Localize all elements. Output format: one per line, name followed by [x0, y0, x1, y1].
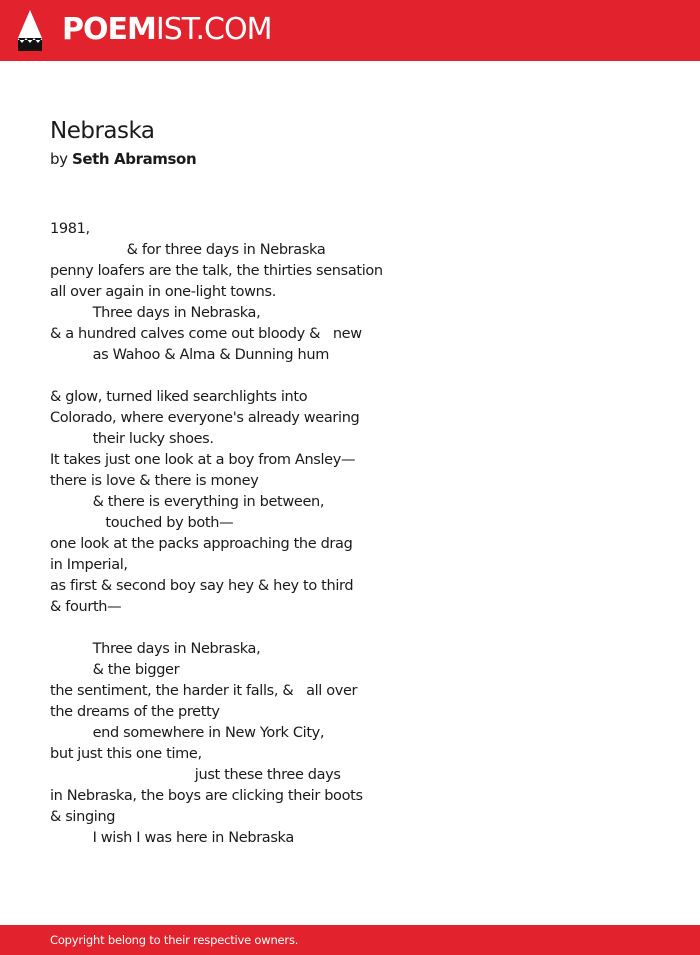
poem-line: in Imperial,	[50, 557, 128, 573]
poem-line: as first & second boy say hey & hey to third	[50, 578, 354, 594]
poem-line: & singing	[50, 809, 116, 825]
site-header	[0, 0, 700, 61]
poem-line: just these three days	[50, 767, 341, 783]
copyright-notice: Copyright belong to their respective owners.	[50, 933, 299, 947]
site-logo[interactable]	[62, 12, 271, 48]
poem-line: the sentiment, the harder it falls, & all over	[50, 683, 358, 699]
poem-body	[50, 219, 650, 849]
poem-line: & for three days in Nebraska	[50, 242, 326, 258]
poem-line: Three days in Nebraska,	[50, 641, 261, 657]
poem-line: Three days in Nebraska,	[50, 305, 261, 321]
poem-line: end somewhere in New York City,	[50, 725, 325, 741]
poem-title: Nebraska	[50, 118, 155, 144]
poem-line: penny loafers are the talk, the thirties sensation	[50, 263, 383, 279]
poem-line: one look at the packs approaching the drag	[50, 536, 353, 552]
poem-line: It takes just one look at a boy from Ansley—	[50, 452, 356, 468]
poem-line: all over again in one-light towns.	[50, 284, 276, 300]
poem-line: touched by both—	[50, 515, 234, 531]
logo-text-bold: POEM	[62, 12, 156, 47]
stanza-break	[50, 366, 650, 387]
stanza-break	[50, 618, 650, 639]
pencil-icon[interactable]	[18, 10, 42, 51]
poem-line: in Nebraska, the boys are clicking their boots	[50, 788, 363, 804]
poem-line: 1981,	[50, 221, 90, 237]
poem-line: & there is everything in between,	[50, 494, 325, 510]
poem-line: & fourth—	[50, 599, 122, 615]
poem-line: as Wahoo & Alma & Dunning hum	[50, 347, 329, 363]
poem-line: there is love & there is money	[50, 473, 259, 489]
by-label: by	[50, 150, 68, 168]
site-footer	[0, 925, 700, 955]
poem-line: & a hundred calves come out bloody & new	[50, 326, 362, 342]
poem-line: but just this one time,	[50, 746, 202, 762]
poem-line: I wish I was here in Nebraska	[50, 830, 294, 846]
byline	[50, 150, 196, 168]
poem-line: Colorado, where everyone's already wearing	[50, 410, 360, 426]
author-name[interactable]: Seth Abramson	[71, 150, 197, 168]
poem-line: & glow, turned liked searchlights into	[50, 389, 308, 405]
poem-line: & the bigger	[50, 662, 180, 678]
poem-line: the dreams of the pretty	[50, 704, 220, 720]
logo-text-light: IST.COM	[155, 12, 272, 47]
poem-line: their lucky shoes.	[50, 431, 214, 447]
